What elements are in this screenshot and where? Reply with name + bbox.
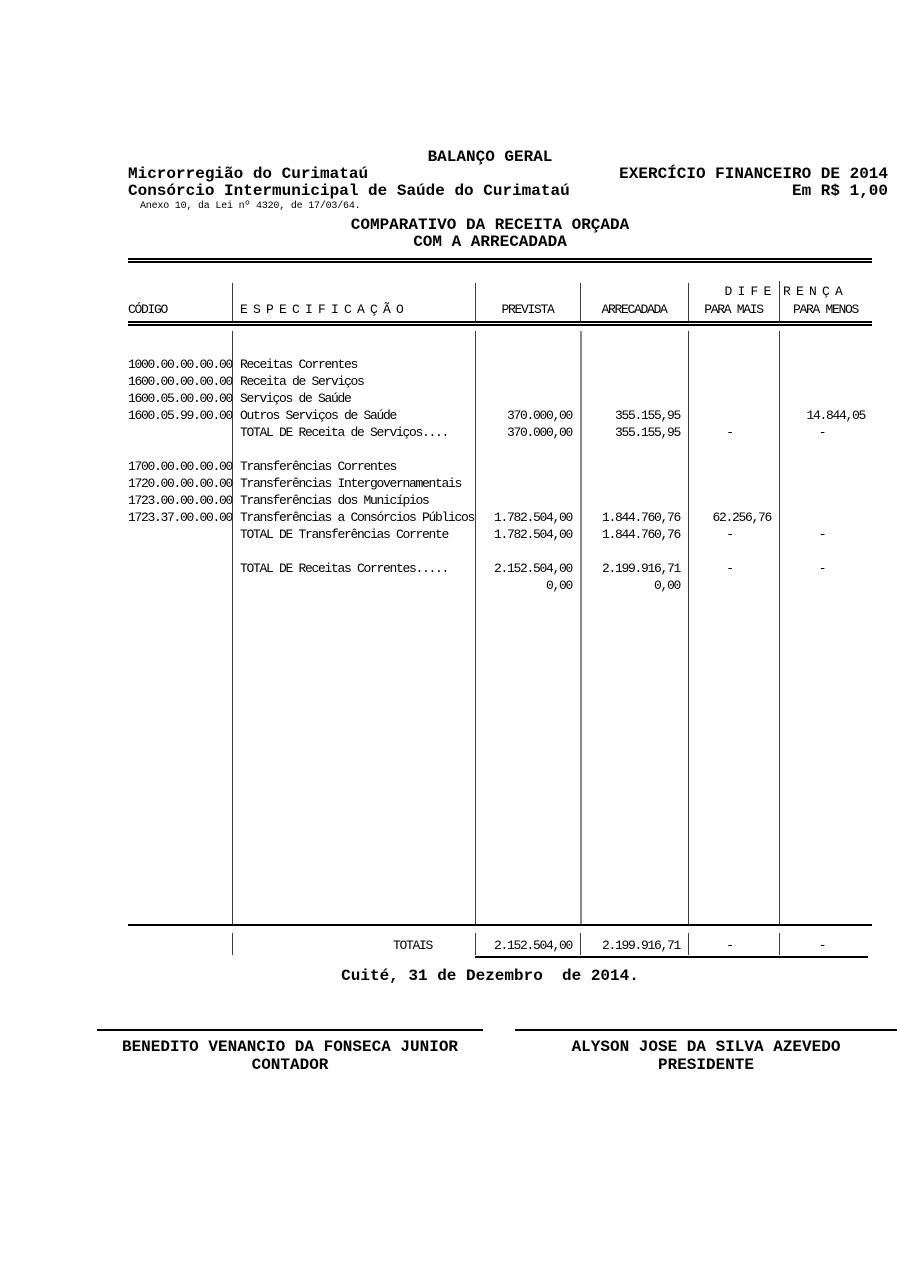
exercise-label: EXERCÍCIO FINANCEIRO DE 2014 bbox=[619, 165, 888, 183]
cell-codigo: 1723.37.00.00.00 bbox=[128, 510, 233, 525]
cell-especificacao: Serviços de Saúde bbox=[240, 391, 351, 406]
signatory-name: ALYSON JOSE DA SILVA AZEVEDO bbox=[571, 1038, 841, 1056]
table-row bbox=[128, 526, 872, 543]
cell-arrecadada: 1.844.760,76 bbox=[601, 510, 680, 525]
cell-codigo: 1723.00.00.00.00 bbox=[128, 493, 233, 508]
col-header-codigo: CÓDIGO bbox=[128, 302, 168, 317]
signatory-role: PRESIDENTE bbox=[657, 1056, 754, 1074]
report-title-line2: COM A ARRECADADA bbox=[413, 233, 567, 251]
cell-para-menos: 14.844,05 bbox=[806, 408, 865, 423]
totals-top-rule bbox=[128, 924, 872, 926]
table-row bbox=[128, 356, 872, 373]
col-header-para-mais: PARA MAIS bbox=[704, 302, 763, 317]
signature-block-contador bbox=[97, 1038, 483, 1074]
cell-prevista: 0,00 bbox=[545, 578, 572, 593]
cell-arrecadada: 355.155,95 bbox=[614, 408, 680, 423]
cell-especificacao: Outros Serviços de Saúde bbox=[240, 408, 397, 423]
currency-note: Em R$ 1,00 bbox=[791, 182, 888, 200]
cell-para-mais: - bbox=[726, 561, 733, 576]
totals-para-menos: - bbox=[818, 938, 826, 953]
signatory-role: CONTADOR bbox=[251, 1056, 329, 1074]
header-column-rule bbox=[232, 283, 233, 321]
cell-especificacao: TOTAL DE Receitas Correntes..... bbox=[240, 561, 449, 576]
table-row bbox=[128, 560, 872, 577]
legal-note: Anexo 10, da Lei nº 4320, de 17/03/64. bbox=[140, 201, 361, 212]
cell-codigo: 1000.00.00.00.00 bbox=[128, 357, 233, 372]
cell-para-mais: - bbox=[726, 425, 733, 440]
cell-codigo: 1600.05.00.00.00 bbox=[128, 391, 233, 406]
col-header-para-menos: PARA MENOS bbox=[792, 302, 858, 317]
signature-line-left bbox=[97, 1029, 483, 1031]
col-header-especificacao: E S P E C I F I C A Ç Ã O bbox=[240, 302, 403, 317]
top-double-rule bbox=[128, 258, 872, 263]
cell-arrecadada: 1.844.760,76 bbox=[601, 527, 680, 542]
cell-para-menos: - bbox=[818, 527, 826, 542]
totals-label: TOTAIS bbox=[392, 938, 432, 953]
table-row bbox=[128, 492, 872, 509]
report-title-line1: COMPARATIVO DA RECEITA ORÇADA bbox=[350, 216, 630, 234]
cell-arrecadada: 0,00 bbox=[653, 578, 680, 593]
table-row bbox=[128, 458, 872, 475]
cell-prevista: 1.782.504,00 bbox=[493, 527, 572, 542]
date-line: Cuité, 31 de Dezembro de 2014. bbox=[341, 967, 639, 985]
col-header-diferenca-left: D I F E bbox=[724, 284, 770, 299]
table-row bbox=[128, 373, 872, 390]
table-row bbox=[128, 424, 872, 441]
table-row bbox=[128, 475, 872, 492]
header-double-rule bbox=[128, 321, 872, 326]
cell-arrecadada: 355.155,95 bbox=[614, 425, 680, 440]
org-name-line1: Microrregião do Curimataú bbox=[128, 165, 369, 183]
table-row bbox=[128, 390, 872, 407]
signature-block-presidente bbox=[515, 1038, 897, 1074]
cell-especificacao: Transferências a Consórcios Públicos bbox=[240, 510, 475, 525]
signatory-name: BENEDITO VENANCIO DA FONSECA JUNIOR bbox=[121, 1038, 459, 1056]
col-header-prevista: PREVISTA bbox=[501, 302, 554, 317]
cell-para-mais: 62.256,76 bbox=[712, 510, 771, 525]
cell-prevista: 2.152.504,00 bbox=[493, 561, 572, 576]
header-column-rule bbox=[688, 283, 689, 321]
cell-prevista: 1.782.504,00 bbox=[493, 510, 572, 525]
cell-especificacao: Receitas Correntes bbox=[240, 357, 358, 372]
cell-especificacao: Transferências dos Municípios bbox=[240, 493, 429, 508]
signature-line-right bbox=[515, 1029, 897, 1031]
cell-codigo: 1720.00.00.00.00 bbox=[128, 476, 233, 491]
page-title: BALANÇO GERAL bbox=[427, 148, 553, 166]
table-row bbox=[128, 509, 872, 526]
cell-codigo: 1600.05.99.00.00 bbox=[128, 408, 233, 423]
cell-para-menos: - bbox=[818, 561, 826, 576]
totals-para-mais: - bbox=[726, 938, 733, 953]
header-column-rule bbox=[779, 281, 780, 321]
cell-especificacao: TOTAL DE Receita de Serviços.... bbox=[240, 425, 449, 440]
cell-para-menos: - bbox=[818, 425, 826, 440]
totals-arrecadada: 2.199.916,71 bbox=[601, 938, 680, 953]
cell-codigo: 1600.00.00.00.00 bbox=[128, 374, 233, 389]
table-row bbox=[128, 577, 872, 594]
col-header-arrecadada: ARRECADADA bbox=[601, 302, 667, 317]
header-column-rule bbox=[580, 283, 581, 321]
cell-especificacao: Transferências Correntes bbox=[240, 459, 397, 474]
cell-especificacao: TOTAL DE Transferências Corrente bbox=[240, 527, 449, 542]
cell-prevista: 370.000,00 bbox=[506, 425, 572, 440]
header-column-rule bbox=[475, 283, 476, 321]
totals-bottom-rule bbox=[475, 956, 868, 958]
col-header-diferenca-right: R E N Ç A bbox=[783, 284, 842, 299]
cell-codigo: 1700.00.00.00.00 bbox=[128, 459, 233, 474]
totals-prevista: 2.152.504,00 bbox=[493, 938, 572, 953]
cell-especificacao: Transferências Intergovernamentais bbox=[240, 476, 462, 491]
cell-especificacao: Receita de Serviços bbox=[240, 374, 364, 389]
cell-prevista: 370.000,00 bbox=[506, 408, 572, 423]
cell-arrecadada: 2.199.916,71 bbox=[601, 561, 680, 576]
org-name-line2: Consórcio Intermunicipal de Saúde do Curimataú bbox=[128, 182, 570, 200]
table-row bbox=[128, 407, 872, 424]
cell-para-mais: - bbox=[726, 527, 733, 542]
totals-row bbox=[128, 936, 872, 956]
